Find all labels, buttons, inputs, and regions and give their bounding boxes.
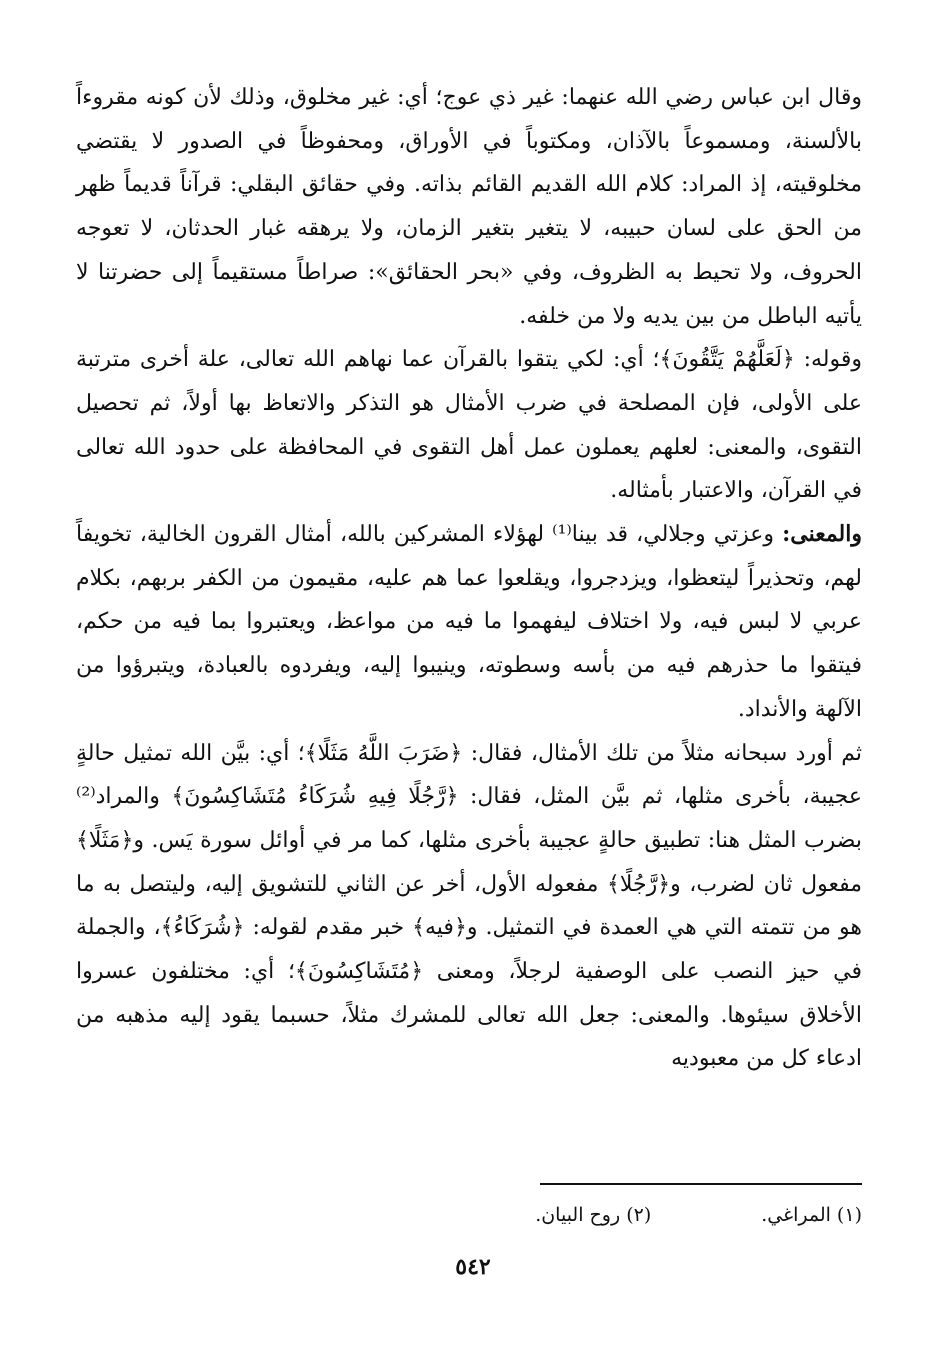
- paragraph-1-text: وقال ابن عباس رضي الله عنهما: غير ذي عوج؛ أي: غير مخلوق، وذلك لأن كونه مقروءاً بالألسنة، ومسموعاً بالآذان، ومكتوباً في الأوراق، ومحفوظاً في الصدور لا يقتضي مخلوقيته، إذ المراد: كلام الله القديم القائم بذاته. وفي حقائق البقلي: قرآناً قديماً ظهر من الحق على لسان حبيبه، لا يتغير بتغير الزمان، ولا يرهقه غبار الحدثان، لا تعوجه الحروف، ولا تحيط به الظروف، وفي «بحر الحقائق»: صراطاً مستقيماً إلى حضرتنا لا يأتيه الباطل من بين يديه ولا من خلفه.: [76, 85, 862, 329]
- paragraph-3: [76, 513, 862, 732]
- footnote-divider: [540, 1183, 862, 1185]
- paragraph-2-text: وقوله: ﴿لَعَلَّهُمْ يَتَّقُونَ﴾؛ أي: لكي يتقوا بالقرآن عما نهاهم الله تعالى، علة أخرى مترتبة على الأولى، فإن المصلحة في ضرب الأمثال هو التذكر والاتعاظ بها أولاً، ثم تحصيل التقوى، والمعنى: لعلهم يعملون عمل أهل التقوى في المحافظة على حدود الله تعالى في القرآن، والاعتبار بأمثاله.: [76, 347, 862, 504]
- paragraph-3-text: وعزتي وجلالي، قد بينا⁽¹⁾ لهؤلاء المشركين بالله، أمثال القرون الخالية، تخويفاً لهم، وتحذيراً ليتعظوا، ويزدجروا، ويقلعوا عما هم عليه، مقيمون من الكفر بربهم، بكلام عربي لا لبس فيه، ولا اختلاف ليفهموا ما فيه من مواعظ، ويعتبروا بما فيه من حكم، فيتقوا ما حذرهم فيه من بأسه وسطوته، وينيبوا إليه، ويفردوه بالعبادة، ويتبرؤوا من الآلهة والأنداد.: [76, 522, 862, 722]
- paragraph-3-lead: والمعنى:: [782, 521, 862, 548]
- paragraph-2: [76, 338, 862, 513]
- main-text-block: [76, 76, 862, 1081]
- paragraph-4: [76, 732, 862, 1082]
- footnote-2: (٢) روح البيان.: [535, 1204, 652, 1226]
- footnotes: [302, 1200, 862, 1230]
- paragraph-1: [76, 76, 862, 338]
- page-number: ٥٤٢: [455, 1254, 491, 1280]
- footnote-1: (١) المراغي.: [761, 1204, 862, 1226]
- paragraph-4-text: ثم أورد سبحانه مثلاً من تلك الأمثال، فقال: ﴿ضَرَبَ اللَّهُ مَثَلًا﴾؛ أي: بيَّن الله تمثيل حالةٍ عجيبة، بأخرى مثلها، ثم بيَّن المثل، فقال: ﴿رَّجُلًا فِيهِ شُرَكَاءُ مُتَشَاكِسُونَ﴾ والمراد⁽²⁾ بضرب المثل هنا: تطبيق حالةٍ عجيبة بأخرى مثلها، كما مر في أوائل سورة يَس. و﴿مَثَلًا﴾ مفعول ثان لضرب، و﴿رَّجُلًا﴾ مفعوله الأول، أخر عن الثاني للتشويق إليه، وليتصل به ما هو من تتمته التي هي العمدة في التمثيل. و﴿فيه﴾ خبر مقدم لقوله: ﴿شُرَكَاءُ﴾، والجملة في حيز النصب على الوصفية لرجلاً، ومعنى ﴿مُتَشَاكِسُونَ﴾؛ أي: مختلفون عسروا الأخلاق سيئوها. والمعنى: جعل الله تعالى للمشرك مثلاً، حسبما يقود إليه مذهبه من ادعاء كل من معبوديه: [76, 740, 862, 1072]
